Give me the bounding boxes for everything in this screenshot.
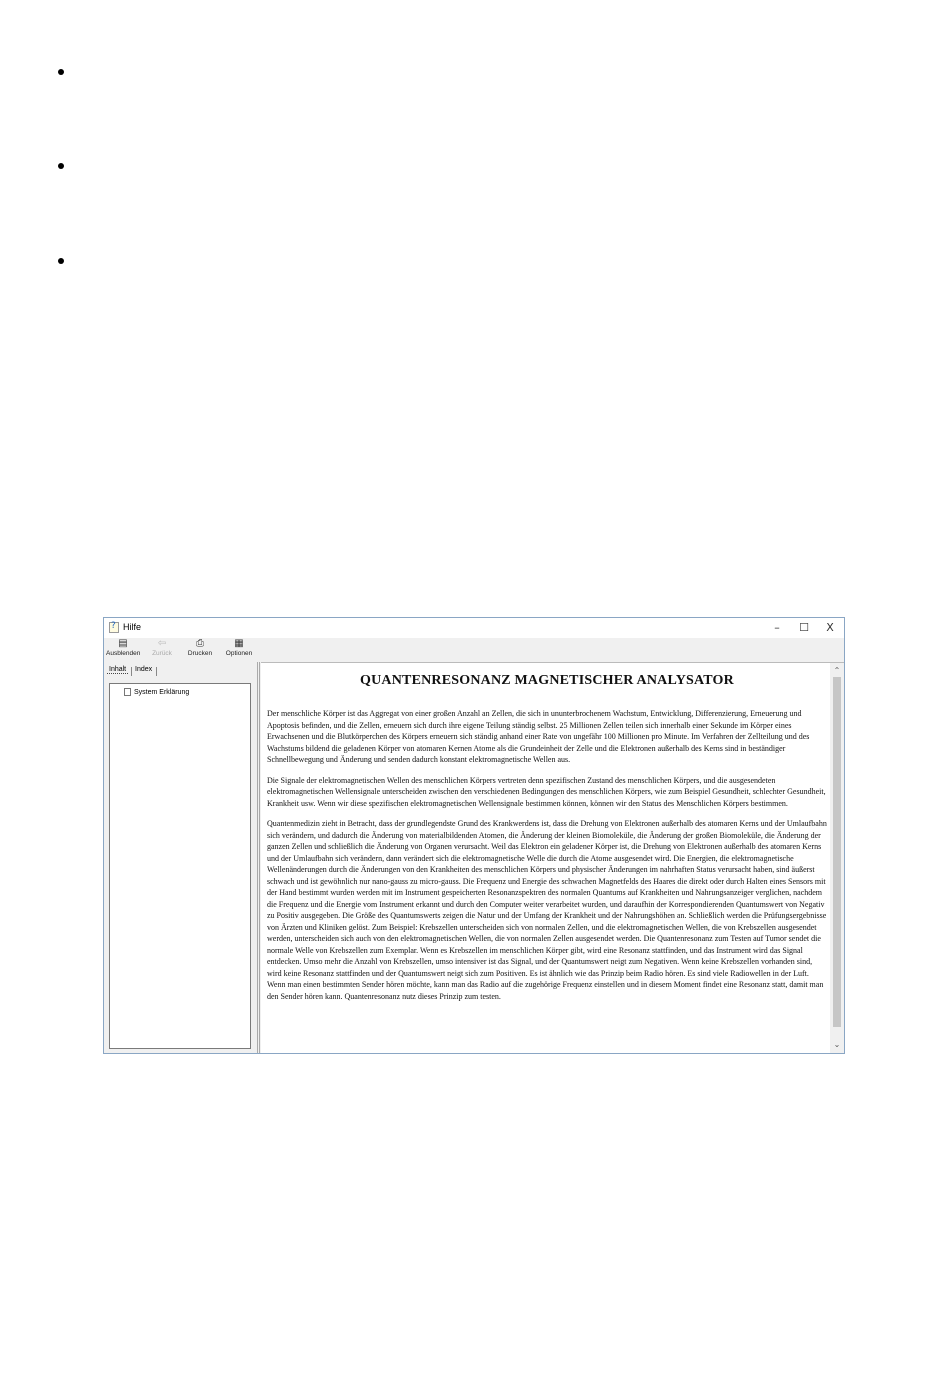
printer-icon: ⎙ [196,638,204,649]
pane-splitter[interactable] [257,662,260,1053]
document-paragraph: Die Signale der elektromagnetischen Wellen des menschlichen Körpers vertreten denn spezifischen Zustand des menschlichen Körpers, und die ausgesendeten elektromagnetischen Wellensignale unterscheiden zwischen den verschiedenen Bedingungen des menschlichen Körpers, wie zum Beispiel Gesundheit, schlechter Gesundheit, Krankheit usw. Wenn wir diese spezifischen elektromagnetischen Wellensignale bestimmen können, können wir den Status des Menschlichen Körpers bestimmen. [267,775,826,808]
zurueck-button[interactable] [148,639,176,657]
optionen-label: Optionen [225,650,253,657]
tree-item-label: System Erklärung [134,688,190,696]
document-icon [124,688,131,696]
options-icon: ▦ [234,638,244,649]
back-arrow-icon: ⇦ [157,638,167,649]
help-window [103,617,845,1054]
help-document [267,673,827,1011]
ausblenden-button[interactable] [106,639,140,657]
document-paragraph: Quantenmedizin zieht in Betracht, dass der grundlegendste Grund des Krankwerdens ist, dass die Drehung von Elektronen außerhalb des atomaren Kerns und der Umlaufbahn sich verändern, und dadurch die Änderung von materialbildenden Atomen, die Änderung der kleinen Biomoleküle, die Änderung der großen Biomoleküle, die Änderung der ganzen Zellen und schließlich die Änderung von Organen verursacht. Weil das Elektron ein geladener Körper ist, die Drehung von Elektronen außerhalb des atomaren Kerns und der Umlaufbahn sich verändern, dann verändert sich die elektromagnetische Welle die durch die Atome ausgesendet wird. Die Energien, die elektromagnetische Wellenänderungen durch die Änderungen von den Krankheiten des menschlichen Körpers und physischer Änderungen im nahrhaften Status verursacht haben, sind äußerst schwach und ist gewöhnlich nur nano-gauss zu micro-gauss. Die Frequenz und Energie des schwachen Magnetfelds des Haares die direkt oder durch Halten eines Sensors mit der Hand bestimmt wurden werden mit im Instrument gespeicherten Resonanzspektren des normalen Quantums auf Krankheiten und Nahrungsanzeiger verglichen, nachdem die Frequenz und die Energie vom Instrument erkannt und durch den Computer weiter verarbeitet wurden, und daraufhin der Korrespondierenden Quantumswert von Negativ zu Positiv ausgegeben. Die Größe des Quantumswerts zeigen die Natur und der Umfang der Krankheit und der Nahrungshöhen an. Schließlich werden die Prüfungsergebnisse von Ärzten und Kliniken gelöst. Zum Beispiel: Krebszellen unterscheiden sich von normalen Zellen, und die elektromagnetischen Wellen, die von Krebszellen ausgesendet werden, unterscheiden sich auch von den elektromagnetischen Wellen, die von normalen Zellen ausgesendet werden. Die Quantenresonanz zum Testen auf Tumor sendet die normale Welle von Krebszellen zum Exemplar. Wenn es Krebszellen im menschlichen Körper gibt, wird eine Resonanz stattfinden, und das Instrument wird das Signal entdecken. Umso mehr die Anzahl von Krebszellen, umso intensiver ist das Signal, und der Quantumswert neigt zum Negativen. Wenn keine Krebszellen vorhanden sind, wird keine Resonanz stattfinden und der Quantumswert neigt sich zum Positiven. Es ist ähnlich wie das Prinzip beim Radio hören. Es sind viele Radiowellen in der Luft. Wenn man einen bestimmten Sender hören möchte, kann man das Radio auf die zugehörige Frequenz einstellen und in diesem Moment findet eine Resonanz statt, damit man den Sender hören kann. Quantenresonanz nutz dieses Prinzip zum testen. [267,819,827,1001]
tab-inhalt[interactable]: Inhalt [109,666,127,673]
vertical-scrollbar[interactable] [830,663,844,1053]
contents-tree[interactable] [109,683,251,1049]
minimize-button[interactable]: – [774,621,780,634]
bullet-point [58,258,64,264]
zurueck-label: Zurück [152,650,172,657]
bullet-point [58,163,64,169]
tab-index[interactable]: Index [135,666,153,673]
close-button[interactable]: X [826,621,834,634]
scroll-down-arrow-icon[interactable]: ⌄ [833,1040,841,1049]
document-title: QUANTENRESONANZ MAGNETISCHER ANALYSATOR [360,673,734,688]
document-paragraph: Der menschliche Körper ist das Aggregat von einer großen Anzahl an Zellen, die sich in ununterbrochenem Wachstum, Entwicklung, Differenzierung, Erneuerung und Apoptosis befinden, und die Zellen, erneuern sich durch ihre eigene Teilung ständig selbst. 25 Millionen Zellen teilen sich innerhalb einer Sekunde im Körper eines Erwachsenen und die Blutkörperchen des Körpers erneuern sich ständig anhand einer Rate von ungefähr 100 Millionen pro Minute. Im Verfahren der Zellteilung und des Wachstums bildend die geladenen Körper von atomaren Kernen Atome als die Grundeinheit der Zelle und die Elektronen außerhalb des Kerns sind in beständiger Schnellbewegung und Änderung und senden dadurch konstant elektromagnetische Wellen aus. [267,709,810,764]
help-content-pane [261,662,844,1053]
toolbar [104,638,844,662]
tab-divider [156,667,157,676]
drucken-label: Drucken [187,650,213,657]
scrollbar-thumb[interactable] [833,677,841,1027]
title-bar[interactable] [104,618,844,638]
tree-item-system-erklaerung[interactable] [124,688,189,696]
scroll-up-arrow-icon[interactable]: ⌃ [833,666,841,675]
tab-divider [131,667,132,676]
maximize-button[interactable]: ☐ [799,621,809,634]
hide-pane-icon: ▤ [118,638,128,649]
navigation-pane [104,662,257,1053]
optionen-button[interactable] [224,639,254,657]
bullet-point [58,69,64,75]
help-app-icon [109,622,119,633]
window-title: Hilfe [123,622,142,632]
ausblenden-label: Ausblenden [106,650,141,657]
drucken-button[interactable] [186,639,214,657]
